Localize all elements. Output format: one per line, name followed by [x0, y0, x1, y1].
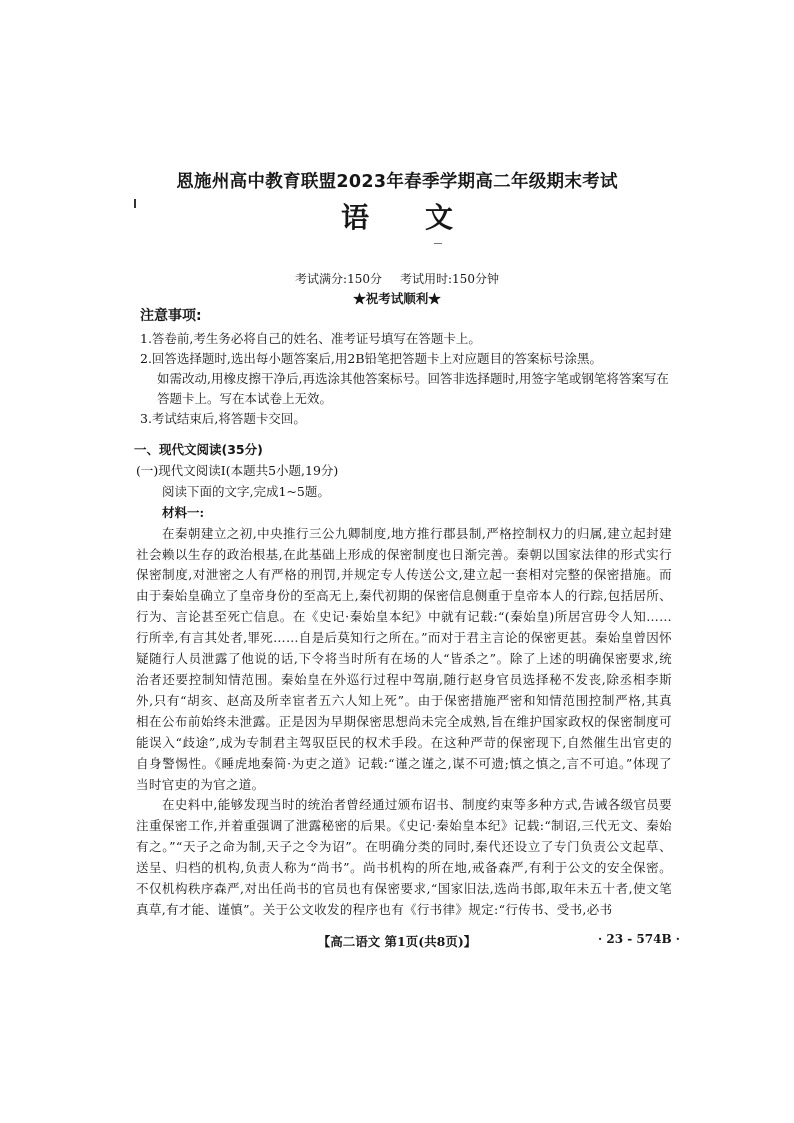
exam-code: · 23 - 574B · [598, 932, 680, 946]
notice-block [140, 306, 670, 429]
section-heading: 一、现代文阅读(35分) [134, 442, 263, 457]
notice-item-2: 2.回答选择题时,选出每小题答案后,用2B铅笔把答题卡上对应题目的答案标号涂黑。 [140, 351, 603, 366]
page-label: 【高二语文 第1页(共8页)】 [317, 934, 477, 949]
blessing-line: ★祝考试顺利★ [353, 291, 441, 306]
notice-item-1: 1.答卷前,考生务必将自己的姓名、准考证号填写在答题卡上。 [140, 331, 481, 346]
material-label: 材料一: [162, 504, 205, 520]
full-score: 考试满分:150分 [295, 272, 382, 286]
passage-paragraph-2: 在史料中,能够发现当时的统治者曾经通过颁布诏书、制度约束等多种方式,告诫各级官员要注重保密工作,并着重强调了泄露秘密的后果。《史记·秦始皇本纪》记载:“制诏,三代无文、秦始有之。”“天子之命为制,天子之令为诏”。在明确分类的同时,秦代还设立了专门负责公文起草、送呈、归档的机构,负责人称为“尚书”。尚书机构的所在地,戒备森严,有利于公文的安全保密。不仅机构秩序森严,对出任尚书的官员也有保密要求,“国家旧法,选尚书郎,取年未五十者,使文笔真草,有才能、谨慎”。关于公文收发的程序也有《行书律》规定:“行传书、受书,必书 [136, 797, 672, 917]
scan-mark [434, 243, 442, 244]
subject-title: 语文 [340, 201, 509, 234]
exam-info [0, 270, 794, 287]
passage-paragraph-1: 在秦朝建立之初,中央推行三公九卿制度,地方推行郡县制,严格控制权力的归属,建立起封建社会赖以生存的政治根基,在此基础上形成的保密制度也日渐完善。秦朝以国家法律的形式实行保密制度,对泄密之人有严格的刑罚,并规定专人传送公文,建立起一套相对完整的保密措施。而由于秦始皇确立了皇帝身份的至高无上,秦代初期的保密信息侧重于皇帝本人的行踪,包括居所、行为、言论甚至死亡信息。在《史记·秦始皇本纪》中就有记载:“(秦始皇)所居宫毋令人知……行所幸,有言其处者,罪死……自是后莫知行之所在。”而对于君主言论的保密更甚。秦始皇曾因怀疑随行人员泄露了他说的话,下令将当时所有在场的人“皆杀之”。除了上述的明确保密要求,统治者还要控制知情范围。秦始皇在外巡行过程中驾崩,随行赵身官员选择秘不发丧,除丞相李斯外,只有“胡亥、赵高及所幸宦者五六人知上死”。由于保密措施严密和知情范围控制严格,其真相在公布前始终未泄露。正是因为早期保密思想尚未完全成熟,旨在维护国家政权的保密制度可能误入“歧途”,成为专制君主驾驭臣民的权术手段。在这种严苛的保密现下,自然催生出官吏的自身警惕性。《睡虎地秦简·为吏之道》记载:“谨之谨之,谋不可遗;慎之慎之,言不可追。”体现了当时官吏的为官之道。 [136, 525, 672, 792]
notice-item-3: 3.考试结束后,将答题卡交回。 [140, 411, 306, 426]
reading-section [136, 440, 672, 921]
exam-title: 恩施州高中教育联盟2023年春季学期高二年级期末考试 [176, 172, 618, 192]
exam-duration: 考试用时:150分钟 [400, 272, 499, 286]
subsection-heading: (一)现代文阅读Ⅰ(本题共5小题,19分) [136, 462, 339, 478]
reading-instruction: 阅读下面的文字,完成1~5题。 [162, 483, 330, 499]
notice-item-2-continued: 如需改动,用橡皮擦干净后,再选涂其他答案标号。回答非选择题时,用签字笔或钢笔将答案写在答题卡上。写在本试卷上无效。 [157, 371, 669, 406]
notice-heading: 注意事项: [140, 308, 202, 324]
